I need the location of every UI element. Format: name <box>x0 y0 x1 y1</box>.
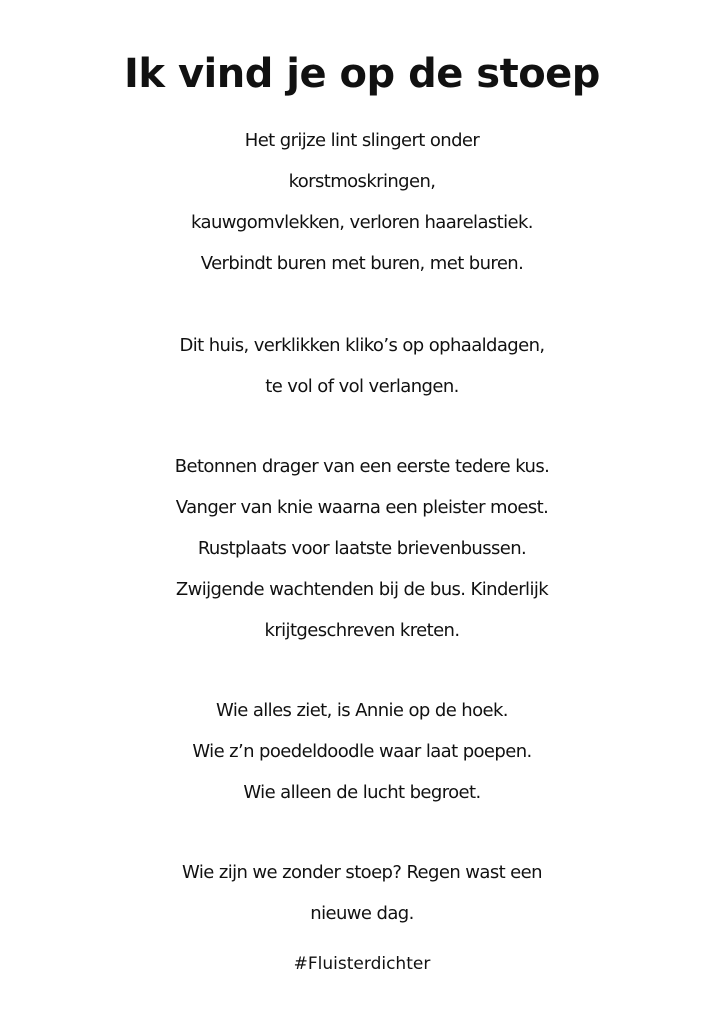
poem-line: nieuwe dag. <box>310 903 414 924</box>
hashtag-footer: #Fluisterdichter <box>293 954 431 974</box>
poem-line: Wie z’n poedeldoodle waar laat poepen. <box>192 741 532 762</box>
stanza-1 <box>0 120 724 284</box>
poem-line: Zwijgende wachtenden bij de bus. Kinderlijk <box>175 579 549 600</box>
poem-line: Wie alleen de lucht begroet. <box>243 782 481 803</box>
poem-line: Rustplaats voor laatste brievenbussen. <box>197 538 527 559</box>
poem-line: korstmoskringen, <box>288 171 436 192</box>
stanza-4 <box>0 690 724 813</box>
poem-line: Dit huis, verklikken kliko’s op ophaaldagen, <box>179 335 545 356</box>
poem-line: Het grijze lint slingert onder <box>244 130 480 151</box>
poem-line: krijtgeschreven kreten. <box>264 620 460 641</box>
poem-line: Vanger van knie waarna een pleister moest. <box>175 497 549 518</box>
stanza-5 <box>0 852 724 934</box>
stanza-2 <box>0 325 724 407</box>
poem-line: te vol of vol verlangen. <box>265 376 459 397</box>
poem-line: Verbindt buren met buren, met buren. <box>200 253 524 274</box>
poem-line: Betonnen drager van een eerste tedere kus. <box>174 456 550 477</box>
poem-line: Wie alles ziet, is Annie op de hoek. <box>216 700 508 721</box>
poem-line: kauwgomvlekken, verloren haarelastiek. <box>191 212 533 233</box>
poem-title: Ik vind je op de stoep <box>124 51 600 97</box>
poem-line: Wie zijn we zonder stoep? Regen wast een <box>182 862 542 883</box>
stanza-3 <box>0 446 724 651</box>
